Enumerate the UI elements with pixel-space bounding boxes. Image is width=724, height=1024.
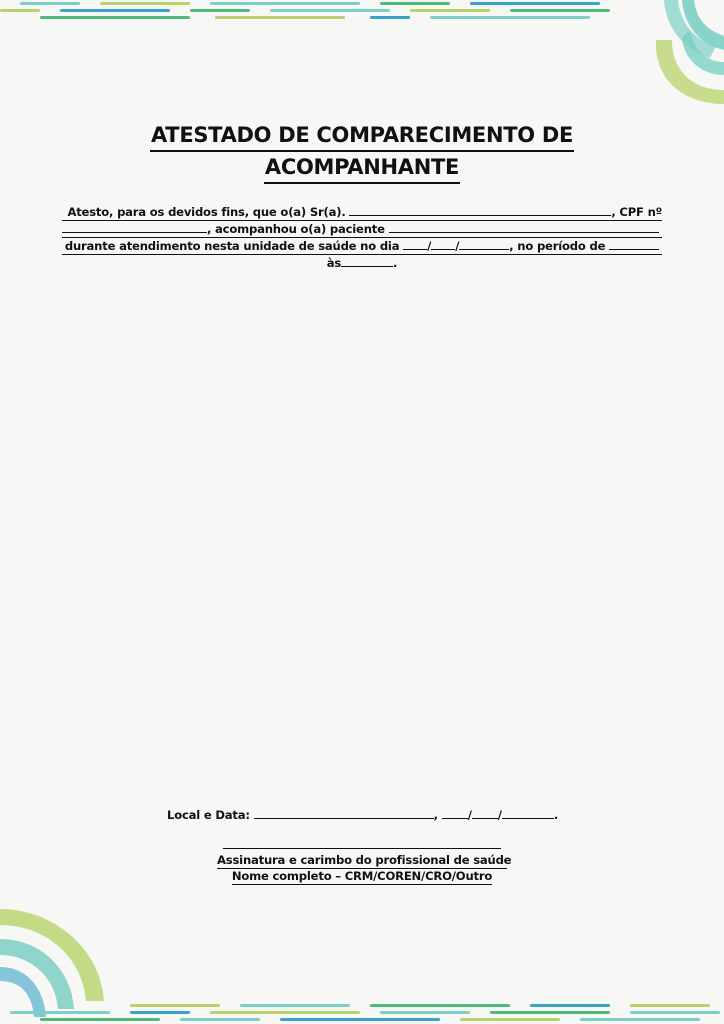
- local-label: Local e Data:: [167, 808, 250, 822]
- signature-line[interactable]: [223, 848, 501, 849]
- title-line-2: ACOMPANHANTE: [264, 152, 460, 184]
- body-line-4: [327, 255, 398, 271]
- signature-label: Assinatura e carimbo do profissional de saúde: [217, 853, 512, 867]
- date-sep-2: /: [455, 239, 460, 253]
- name-blank[interactable]: [349, 205, 611, 216]
- top-decor-stripes: [0, 0, 724, 22]
- corner-arc-top-right: [624, 0, 724, 110]
- year-blank[interactable]: [459, 239, 509, 250]
- body-line-3: [62, 238, 662, 255]
- local-day-blank[interactable]: [442, 808, 468, 819]
- local-sep: ,: [433, 808, 438, 822]
- body-line-3-prefix: durante atendimento nesta unidade de saúde no dia: [64, 239, 400, 253]
- local-month-blank[interactable]: [472, 808, 498, 819]
- title-line-1: ATESTADO DE COMPARECIMENTO DE: [150, 120, 574, 152]
- local-date-row: [167, 808, 558, 822]
- day-blank[interactable]: [403, 239, 427, 250]
- body-line-2-text: , acompanhou o(a) paciente: [207, 222, 385, 236]
- local-blank[interactable]: [254, 808, 434, 819]
- local-end: .: [553, 808, 559, 822]
- name-label: Nome completo – CRM/COREN/CRO/Outro: [231, 869, 493, 883]
- local-date-sep-1: /: [467, 808, 472, 822]
- body-line-3-suffix: , no período de: [509, 239, 606, 253]
- month-blank[interactable]: [431, 239, 455, 250]
- body-line-4-suffix: .: [393, 256, 398, 270]
- bottom-decor-stripes: [0, 1002, 724, 1024]
- cpf-blank[interactable]: [62, 222, 207, 233]
- patient-blank[interactable]: [389, 222, 659, 233]
- local-date-sep-2: /: [497, 808, 502, 822]
- body-line-1: [62, 204, 662, 221]
- local-year-blank[interactable]: [502, 808, 554, 819]
- date-sep-1: /: [427, 239, 432, 253]
- body-line-4-prefix: às: [326, 256, 342, 270]
- signature-block: [217, 848, 512, 885]
- body-line-1-prefix: Atesto, para os devidos fins, que o(a) Sr(a).: [67, 205, 346, 219]
- body-line-1-suffix: , CPF nº: [611, 205, 662, 219]
- attestation-body: [62, 204, 662, 271]
- document-title: [0, 120, 724, 184]
- period-end-blank[interactable]: [341, 256, 393, 267]
- period-start-blank[interactable]: [609, 239, 659, 250]
- body-line-2: [62, 221, 662, 238]
